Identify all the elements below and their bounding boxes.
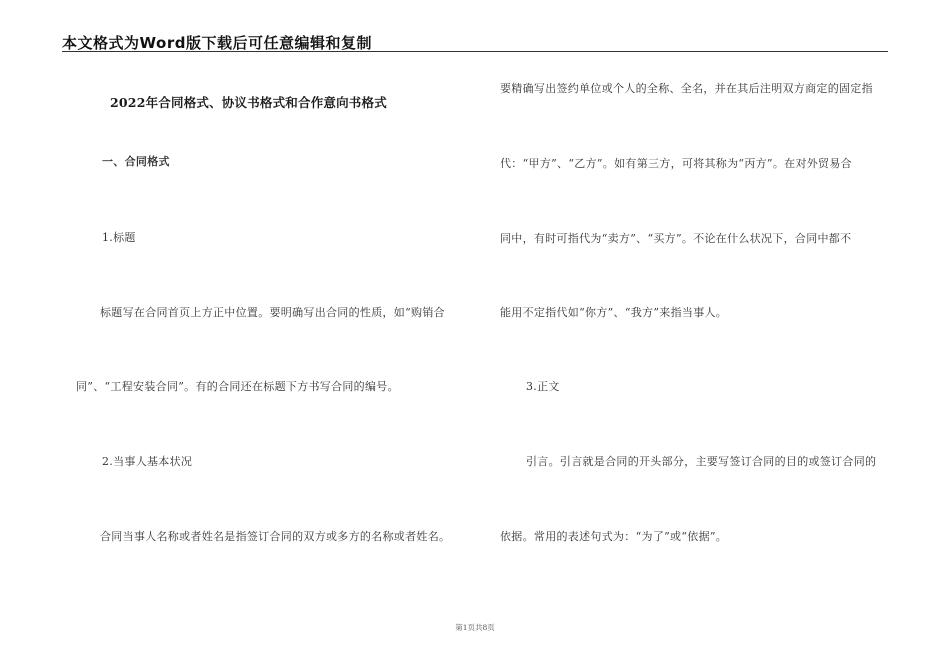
banner-divider: [62, 51, 888, 52]
section-heading-contract-format: 一、合同格式: [102, 155, 170, 168]
download-banner: 本文格式为Word版下载后可任意编辑和复制: [62, 34, 372, 52]
document-title: 2022年合同格式、协议书格式和合作意向书格式: [110, 95, 387, 110]
paragraph-line: 依据。常用的表述句式为：“为了”或“依据”。: [500, 530, 728, 543]
paragraph-line: 同”、“工程安装合同”。有的合同还在标题下方书写合同的编号。: [76, 380, 399, 393]
subheading-title: 1.标题: [102, 231, 136, 244]
paragraph-line: 能用不定指代如“你方”、“我方”来指当事人。: [500, 306, 728, 319]
page-number: 第1页共8页: [455, 623, 495, 632]
paragraph-line: 要精确写出签约单位或个人的全称、全名，并在其后注明双方商定的固定指: [500, 82, 873, 95]
paragraph-line: 标题写在合同首页上方正中位置。要明确写出合同的性质，如“购销合: [100, 306, 445, 319]
paragraph-line: 同中，有时可指代为“卖方”、“买方”。不论在什么状况下，合同中都不: [500, 232, 852, 245]
paragraph-line: 引言。引言就是合同的开头部分，主要写签订合同的目的或签订合同的: [526, 455, 877, 468]
subheading-body: 3.正文: [526, 380, 560, 393]
subheading-parties: 2.当事人基本状况: [102, 455, 193, 468]
paragraph-line: 代：“甲方”、“乙方”。如有第三方，可将其称为“丙方”。在对外贸易合: [500, 157, 852, 170]
paragraph-line: 合同当事人名称或者姓名是指签订合同的双方或多方的名称或者姓名。: [100, 530, 451, 543]
